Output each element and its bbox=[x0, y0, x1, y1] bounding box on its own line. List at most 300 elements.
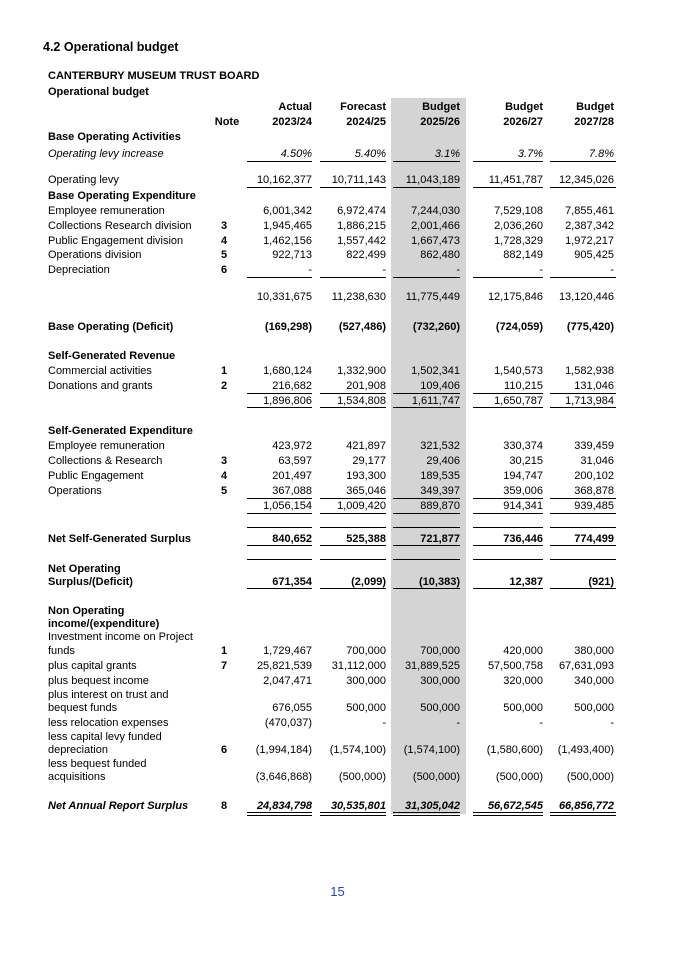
row-label: Public Engagement bbox=[48, 470, 144, 482]
total-rule bbox=[393, 815, 460, 816]
total-rule bbox=[393, 498, 460, 499]
row-value-col5: 1,972,217 bbox=[565, 235, 614, 247]
row-value-col2: (2,099) bbox=[351, 576, 386, 588]
total-rule bbox=[473, 815, 543, 816]
row-value-col5: 31,046 bbox=[580, 455, 614, 467]
table-row bbox=[0, 234, 675, 248]
row-value-col4: 11,451,787 bbox=[488, 174, 543, 186]
table-row bbox=[0, 562, 675, 576]
total-rule bbox=[247, 559, 312, 560]
table-row bbox=[0, 130, 675, 144]
header-actual-line2: 2023/24 bbox=[272, 116, 312, 128]
table-row bbox=[0, 617, 675, 631]
row-value-col2: - bbox=[382, 264, 386, 276]
total-rule bbox=[247, 527, 312, 528]
row-label: Operating levy bbox=[48, 174, 119, 186]
row-value-col5: 380,000 bbox=[574, 645, 614, 657]
total-rule bbox=[550, 161, 616, 162]
row-value-col2: 822,499 bbox=[346, 249, 386, 261]
total-rule bbox=[393, 407, 460, 408]
row-value-col3: 29,406 bbox=[426, 455, 460, 467]
row-label: Employee remuneration bbox=[48, 205, 165, 217]
row-label: Donations and grants bbox=[48, 380, 153, 392]
table-row bbox=[0, 716, 675, 730]
row-label: plus interest on trust and bbox=[48, 689, 169, 701]
total-rule bbox=[320, 588, 386, 589]
table-row bbox=[0, 575, 675, 589]
total-rule bbox=[473, 559, 543, 560]
row-label: Operations bbox=[48, 485, 102, 497]
total-rule bbox=[320, 527, 386, 528]
row-label: Investment income on Project bbox=[48, 631, 193, 643]
row-value-col5: 774,499 bbox=[574, 533, 614, 545]
row-value-col5: 66,856,772 bbox=[558, 800, 614, 812]
row-value-col3: (500,000) bbox=[412, 771, 460, 783]
row-value-col1: 1,896,806 bbox=[263, 395, 312, 407]
total-rule bbox=[393, 559, 460, 560]
table-row bbox=[0, 248, 675, 262]
row-label: Self-Generated Expenditure bbox=[48, 425, 193, 437]
organisation-name: CANTERBURY MUSEUM TRUST BOARD bbox=[48, 70, 260, 82]
table-row bbox=[0, 757, 675, 771]
total-rule bbox=[247, 161, 312, 162]
row-value-col2: 365,046 bbox=[346, 485, 386, 497]
row-value-col1: (3,646,868) bbox=[255, 771, 312, 783]
row-label: bequest funds bbox=[48, 702, 118, 714]
total-rule bbox=[320, 812, 386, 813]
page-number: 15 bbox=[330, 884, 345, 899]
table-row bbox=[0, 630, 675, 644]
row-note: 6 bbox=[220, 744, 228, 756]
row-value-col2: 525,388 bbox=[346, 533, 386, 545]
row-value-col4: 2,036,260 bbox=[494, 220, 543, 232]
row-value-col5: 340,000 bbox=[574, 675, 614, 687]
row-value-col2: 31,112,000 bbox=[331, 660, 386, 672]
total-rule bbox=[320, 559, 386, 560]
row-value-col3: 889,870 bbox=[420, 500, 460, 512]
total-rule bbox=[320, 393, 386, 394]
total-rule bbox=[320, 161, 386, 162]
row-note: 3 bbox=[220, 455, 228, 467]
row-value-col3: (732,260) bbox=[412, 321, 460, 333]
row-label: less capital levy funded bbox=[48, 731, 162, 743]
row-note: 4 bbox=[220, 470, 228, 482]
row-value-col3: 31,889,525 bbox=[404, 660, 460, 672]
row-value-col2: 30,535,801 bbox=[330, 800, 386, 812]
total-rule bbox=[473, 407, 543, 408]
row-label: Employee remuneration bbox=[48, 440, 165, 452]
table-row bbox=[0, 688, 675, 702]
row-value-col3: (10,383) bbox=[419, 576, 460, 588]
total-rule bbox=[473, 498, 543, 499]
row-value-col2: (1,574,100) bbox=[329, 744, 386, 756]
row-value-col4: 12,175,846 bbox=[487, 291, 543, 303]
table-row bbox=[0, 349, 675, 363]
row-value-col2: 201,908 bbox=[346, 380, 386, 392]
total-rule bbox=[247, 588, 312, 589]
total-rule bbox=[247, 815, 312, 816]
row-value-col5: 1,582,938 bbox=[565, 365, 614, 377]
table-row bbox=[0, 147, 675, 161]
total-rule bbox=[393, 527, 460, 528]
header-budget-2026 bbox=[471, 100, 543, 130]
total-rule bbox=[247, 545, 312, 546]
table-row bbox=[0, 532, 675, 546]
row-value-col2: 10,711,143 bbox=[331, 174, 386, 186]
header-note: Note bbox=[214, 116, 240, 128]
table-row bbox=[0, 644, 675, 658]
total-rule bbox=[393, 187, 460, 188]
row-value-col2: 1,009,420 bbox=[337, 500, 386, 512]
row-note: 4 bbox=[220, 235, 228, 247]
row-value-col3: 1,502,341 bbox=[411, 365, 460, 377]
table-row bbox=[0, 173, 675, 187]
row-value-col5: 368,878 bbox=[574, 485, 614, 497]
row-label: Collections Research division bbox=[48, 220, 192, 232]
table-row bbox=[0, 424, 675, 438]
table-row bbox=[0, 290, 675, 304]
total-rule bbox=[247, 277, 312, 278]
table-row bbox=[0, 499, 675, 513]
row-value-col5: 905,425 bbox=[574, 249, 614, 261]
row-value-col4: 882,149 bbox=[503, 249, 543, 261]
row-value-col4: 500,000 bbox=[503, 702, 543, 714]
row-value-col4: 320,000 bbox=[503, 675, 543, 687]
row-value-col1: 1,680,124 bbox=[263, 365, 312, 377]
row-label: Base Operating Expenditure bbox=[48, 190, 196, 202]
row-value-col5: 131,046 bbox=[574, 380, 614, 392]
row-note: 1 bbox=[220, 365, 228, 377]
row-value-col2: 1,332,900 bbox=[337, 365, 386, 377]
row-value-col3: - bbox=[456, 264, 460, 276]
row-value-col1: - bbox=[308, 264, 312, 276]
table-row bbox=[0, 320, 675, 334]
row-value-col3: 321,532 bbox=[420, 440, 460, 452]
row-value-col4: 736,446 bbox=[503, 533, 543, 545]
row-label: income/(expenditure) bbox=[48, 618, 160, 630]
row-value-col3: (1,574,100) bbox=[403, 744, 460, 756]
row-label: Depreciation bbox=[48, 264, 110, 276]
total-rule bbox=[550, 187, 616, 188]
row-label: Surplus/(Deficit) bbox=[48, 576, 133, 588]
total-rule bbox=[320, 815, 386, 816]
row-label: Operating levy increase bbox=[48, 148, 164, 160]
section-title: 4.2 Operational budget bbox=[43, 40, 179, 54]
row-label: Collections & Research bbox=[48, 455, 163, 467]
header-budget-2025-line2: 2025/26 bbox=[420, 116, 460, 128]
row-value-col2: 700,000 bbox=[346, 645, 386, 657]
row-label: plus capital grants bbox=[48, 660, 137, 672]
header-budget-2027-line2: 2027/28 bbox=[574, 116, 614, 128]
row-value-col4: 3.7% bbox=[517, 148, 543, 160]
row-value-col1: 25,821,539 bbox=[256, 660, 312, 672]
table-row bbox=[0, 770, 675, 784]
total-rule bbox=[550, 277, 616, 278]
header-forecast bbox=[318, 100, 386, 130]
total-rule bbox=[393, 161, 460, 162]
row-value-col3: 1,667,473 bbox=[411, 235, 460, 247]
row-value-col5: 7.8% bbox=[588, 148, 614, 160]
row-value-col5: 339,459 bbox=[574, 440, 614, 452]
total-rule bbox=[473, 588, 543, 589]
row-value-col4: (500,000) bbox=[495, 771, 543, 783]
row-value-col3: 11,043,189 bbox=[405, 174, 460, 186]
total-rule bbox=[550, 588, 616, 589]
row-label: less bequest funded bbox=[48, 758, 147, 770]
row-value-col4: 7,529,108 bbox=[494, 205, 543, 217]
total-rule bbox=[473, 513, 543, 514]
row-label: Net Annual Report Surplus bbox=[48, 800, 189, 812]
row-value-col3: 862,480 bbox=[420, 249, 460, 261]
total-rule bbox=[550, 513, 616, 514]
header-budget-2025 bbox=[391, 100, 460, 130]
row-value-col3: 700,000 bbox=[420, 645, 460, 657]
row-value-col5: 1,713,984 bbox=[565, 395, 614, 407]
total-rule bbox=[550, 407, 616, 408]
row-value-col3: 2,001,466 bbox=[411, 220, 460, 232]
header-actual bbox=[245, 100, 312, 130]
row-value-col1: 63,597 bbox=[278, 455, 312, 467]
total-rule bbox=[550, 559, 616, 560]
row-value-col4: 1,650,787 bbox=[494, 395, 543, 407]
row-value-col5: (500,000) bbox=[566, 771, 614, 783]
total-rule bbox=[393, 513, 460, 514]
row-label: Commercial activities bbox=[48, 365, 152, 377]
row-label: Self-Generated Revenue bbox=[48, 350, 176, 362]
total-rule bbox=[473, 812, 543, 813]
row-value-col4: (724,059) bbox=[495, 321, 543, 333]
row-value-col1: 922,713 bbox=[272, 249, 312, 261]
row-value-col3: - bbox=[456, 717, 460, 729]
row-label: less relocation expenses bbox=[48, 717, 169, 729]
row-label: Base Operating Activities bbox=[48, 131, 181, 143]
total-rule bbox=[550, 393, 616, 394]
row-note: 5 bbox=[220, 485, 228, 497]
row-value-col2: 6,972,474 bbox=[337, 205, 386, 217]
row-value-col2: 193,300 bbox=[346, 470, 386, 482]
total-rule bbox=[550, 545, 616, 546]
row-value-col1: 1,056,154 bbox=[263, 500, 312, 512]
row-value-col2: 5.40% bbox=[354, 148, 386, 160]
row-value-col2: 11,238,630 bbox=[331, 291, 386, 303]
row-value-col2: 1,557,442 bbox=[337, 235, 386, 247]
row-value-col4: 359,006 bbox=[503, 485, 543, 497]
header-budget-2025-line1: Budget bbox=[422, 101, 460, 113]
row-value-col5: 67,631,093 bbox=[558, 660, 614, 672]
row-value-col3: 3.1% bbox=[434, 148, 460, 160]
row-value-col1: 2,047,471 bbox=[263, 675, 312, 687]
row-label: Non Operating bbox=[48, 605, 125, 617]
table-row bbox=[0, 469, 675, 483]
row-value-col3: 11,775,449 bbox=[405, 291, 460, 303]
row-value-col5: 7,855,461 bbox=[565, 205, 614, 217]
total-rule bbox=[393, 393, 460, 394]
row-value-col4: 1,728,329 bbox=[494, 235, 543, 247]
row-value-col4: 420,000 bbox=[503, 645, 543, 657]
total-rule bbox=[320, 513, 386, 514]
total-rule bbox=[320, 545, 386, 546]
row-value-col2: 500,000 bbox=[346, 702, 386, 714]
row-label: plus bequest income bbox=[48, 675, 149, 687]
row-value-col1: 1,462,156 bbox=[263, 235, 312, 247]
row-value-col5: 2,387,342 bbox=[565, 220, 614, 232]
table-row bbox=[0, 743, 675, 757]
row-value-col5: (1,493,400) bbox=[557, 744, 614, 756]
row-value-col1: 840,652 bbox=[272, 533, 312, 545]
row-value-col1: 10,162,377 bbox=[256, 174, 312, 186]
table-row bbox=[0, 674, 675, 688]
total-rule bbox=[550, 498, 616, 499]
row-value-col2: 1,534,808 bbox=[337, 395, 386, 407]
row-value-col5: 939,485 bbox=[574, 500, 614, 512]
row-value-col3: 721,877 bbox=[420, 533, 460, 545]
row-value-col5: (921) bbox=[588, 576, 614, 588]
row-note: 3 bbox=[220, 220, 228, 232]
row-value-col1: 10,331,675 bbox=[256, 291, 312, 303]
row-value-col4: 56,672,545 bbox=[487, 800, 543, 812]
table-row bbox=[0, 484, 675, 498]
total-rule bbox=[247, 513, 312, 514]
table-row bbox=[0, 204, 675, 218]
total-rule bbox=[473, 527, 543, 528]
header-budget-2027-line1: Budget bbox=[576, 101, 614, 113]
header-budget-2026-line2: 2026/27 bbox=[503, 116, 543, 128]
header-forecast-line1: Forecast bbox=[340, 101, 386, 113]
table-row bbox=[0, 454, 675, 468]
total-rule bbox=[320, 277, 386, 278]
table-row bbox=[0, 799, 675, 813]
total-rule bbox=[320, 407, 386, 408]
row-value-col5: 13,120,446 bbox=[558, 291, 614, 303]
row-note: 5 bbox=[220, 249, 228, 261]
row-value-col4: 330,374 bbox=[503, 440, 543, 452]
row-value-col1: 367,088 bbox=[272, 485, 312, 497]
total-rule bbox=[320, 187, 386, 188]
row-value-col5: - bbox=[610, 264, 614, 276]
total-rule bbox=[393, 812, 460, 813]
header-budget-2026-line1: Budget bbox=[505, 101, 543, 113]
row-value-col4: 1,540,573 bbox=[494, 365, 543, 377]
row-value-col1: 1,945,465 bbox=[263, 220, 312, 232]
row-value-col5: 200,102 bbox=[574, 470, 614, 482]
row-value-col2: - bbox=[382, 717, 386, 729]
total-rule bbox=[320, 498, 386, 499]
total-rule bbox=[473, 161, 543, 162]
row-value-col1: (1,994,184) bbox=[255, 744, 312, 756]
total-rule bbox=[393, 277, 460, 278]
row-value-col1: 24,834,798 bbox=[256, 800, 312, 812]
row-label: Operations division bbox=[48, 249, 142, 261]
table-row bbox=[0, 659, 675, 673]
row-value-col3: 300,000 bbox=[420, 675, 460, 687]
total-rule bbox=[247, 393, 312, 394]
table-row bbox=[0, 364, 675, 378]
row-label: Public Engagement division bbox=[48, 235, 184, 247]
total-rule bbox=[247, 498, 312, 499]
table-row bbox=[0, 219, 675, 233]
total-rule bbox=[247, 812, 312, 813]
table-row bbox=[0, 701, 675, 715]
header-budget-2027 bbox=[548, 100, 614, 130]
row-value-col4: 12,387 bbox=[509, 576, 543, 588]
row-value-col1: 6,001,342 bbox=[263, 205, 312, 217]
table-row bbox=[0, 604, 675, 618]
total-rule bbox=[473, 545, 543, 546]
row-value-col3: 7,244,030 bbox=[411, 205, 460, 217]
row-value-col2: (527,486) bbox=[338, 321, 386, 333]
row-note: 2 bbox=[220, 380, 228, 392]
table-row bbox=[0, 189, 675, 203]
row-value-col1: 4.50% bbox=[280, 148, 312, 160]
row-value-col4: 194,747 bbox=[503, 470, 543, 482]
row-value-col1: 201,497 bbox=[272, 470, 312, 482]
row-value-col4: 57,500,758 bbox=[487, 660, 543, 672]
row-label: Net Self-Generated Surplus bbox=[48, 533, 192, 545]
row-note: 8 bbox=[220, 800, 228, 812]
row-value-col2: 1,886,215 bbox=[337, 220, 386, 232]
row-label: Net Operating bbox=[48, 563, 121, 575]
row-value-col4: (1,580,600) bbox=[486, 744, 543, 756]
row-label: funds bbox=[48, 645, 75, 657]
row-label: acquisitions bbox=[48, 771, 106, 783]
total-rule bbox=[473, 187, 543, 188]
row-value-col3: 31,305,042 bbox=[404, 800, 460, 812]
row-value-col1: (470,037) bbox=[264, 717, 312, 729]
row-value-col4: 914,341 bbox=[503, 500, 543, 512]
row-value-col1: 216,682 bbox=[272, 380, 312, 392]
row-note: 7 bbox=[220, 660, 228, 672]
total-rule bbox=[247, 407, 312, 408]
total-rule bbox=[393, 588, 460, 589]
row-value-col3: 109,406 bbox=[420, 380, 460, 392]
total-rule bbox=[473, 277, 543, 278]
table-title: Operational budget bbox=[48, 86, 149, 98]
row-note: 1 bbox=[220, 645, 228, 657]
total-rule bbox=[550, 812, 616, 813]
row-value-col5: (775,420) bbox=[566, 321, 614, 333]
header-actual-line1: Actual bbox=[278, 101, 312, 113]
row-value-col4: 30,215 bbox=[509, 455, 543, 467]
table-row bbox=[0, 730, 675, 744]
row-value-col2: 421,897 bbox=[346, 440, 386, 452]
total-rule bbox=[550, 527, 616, 528]
row-value-col3: 500,000 bbox=[420, 702, 460, 714]
row-value-col5: 12,345,026 bbox=[558, 174, 614, 186]
row-value-col3: 1,611,747 bbox=[411, 395, 460, 407]
row-value-col2: 300,000 bbox=[346, 675, 386, 687]
row-value-col4: 110,215 bbox=[504, 380, 543, 392]
row-value-col1: 423,972 bbox=[272, 440, 312, 452]
row-value-col4: - bbox=[539, 264, 543, 276]
row-label: Base Operating (Deficit) bbox=[48, 321, 174, 333]
row-label: depreciation bbox=[48, 744, 108, 756]
total-rule bbox=[247, 187, 312, 188]
row-value-col3: 189,535 bbox=[420, 470, 460, 482]
row-value-col5: 500,000 bbox=[574, 702, 614, 714]
total-rule bbox=[550, 815, 616, 816]
row-value-col4: - bbox=[539, 717, 543, 729]
header-forecast-line2: 2024/25 bbox=[346, 116, 386, 128]
row-value-col1: 1,729,467 bbox=[263, 645, 312, 657]
row-value-col2: 29,177 bbox=[352, 455, 386, 467]
row-note: 6 bbox=[220, 264, 228, 276]
row-value-col1: 671,354 bbox=[272, 576, 312, 588]
row-value-col3: 349,397 bbox=[420, 485, 460, 497]
row-value-col1: 676,055 bbox=[272, 702, 312, 714]
table-row bbox=[0, 394, 675, 408]
table-row bbox=[0, 263, 675, 277]
total-rule bbox=[393, 545, 460, 546]
